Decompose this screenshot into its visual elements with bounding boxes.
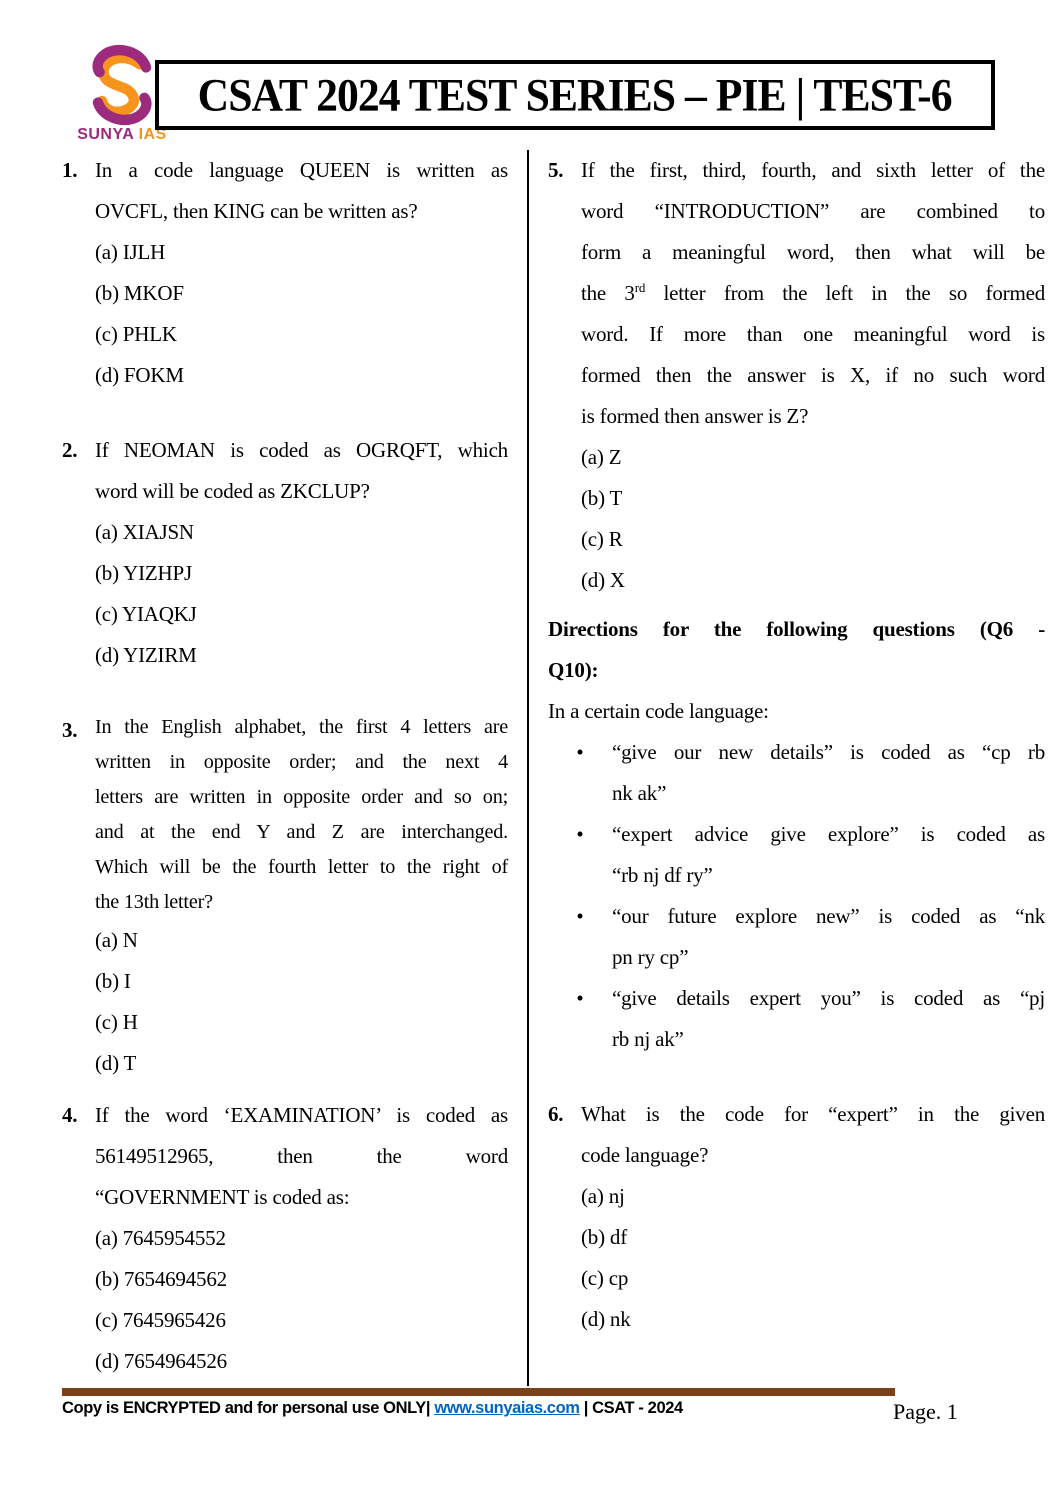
question-4	[62, 1095, 508, 1382]
option-c: (c) R	[581, 527, 623, 551]
option-b: (b) T	[581, 486, 623, 510]
logo-name-primary: SUNYA	[77, 126, 134, 143]
copyright-notice: Copy is ENCRYPTED and for personal use ONLY|	[62, 1399, 435, 1417]
question-text: What is the code for “expert” in the given code language?	[581, 1102, 1045, 1167]
directions-intro: In a certain code language:	[548, 699, 769, 723]
list-item: • “our future explore new” is coded as “nk pn ry cp”	[548, 896, 1045, 978]
option-d: (d) T	[95, 1051, 137, 1075]
option-a: (a) XIAJSN	[95, 520, 194, 544]
superscript-line: the 3rd letter from the left in the so formed	[581, 280, 1046, 305]
page-title: CSAT 2024 TEST SERIES – PIE | TEST-6	[198, 69, 952, 121]
option-b: (b) MKOF	[95, 281, 184, 305]
footer-notice	[62, 1399, 683, 1418]
option-d: (d) X	[581, 568, 625, 592]
footer-rule-bar	[62, 1388, 895, 1396]
test-title-banner	[155, 60, 995, 130]
website-link[interactable]: www.sunyaias.com	[434, 1399, 580, 1417]
question-number: 3.	[62, 718, 78, 742]
directions-heading: Directions for the following questions (Q6 - Q10):	[548, 617, 1045, 682]
list-item: • “expert advice give explore” is coded as “rb nj df ry”	[548, 814, 1045, 896]
bullet-icon: •	[576, 822, 584, 846]
option-b: (b) YIZHPJ	[95, 561, 192, 585]
option-b: (b) 7654694562	[95, 1267, 227, 1291]
option-d: (d) 7654964526	[95, 1349, 227, 1373]
question-number: 5.	[548, 158, 564, 182]
question-text: If the first, third, fourth, and sixth letter of the word “INTRODUCTION” are combined to form a meaningful word, then what will be the 3rd letter from the left in the so formed word. If more than one meaningful word is formed then the answer is X, if no such word is formed then answer is Z?	[581, 158, 1046, 428]
question-3	[62, 710, 508, 1084]
question-number: 6.	[548, 1102, 564, 1126]
question-number: 2.	[62, 438, 78, 462]
sunya-swirl-logo-icon	[82, 44, 162, 126]
question-5	[548, 150, 1045, 601]
question-6	[548, 1094, 1045, 1340]
question-text: If NEOMAN is coded as OGRQFT, which word will be coded as ZKCLUP?	[95, 438, 508, 503]
option-a: (a) Z	[581, 445, 622, 469]
logo-name-secondary: IAS	[138, 126, 167, 143]
list-item: • “give details expert you” is coded as “pj rb nj ak”	[548, 978, 1045, 1060]
option-c: (c) 7645965426	[95, 1308, 226, 1332]
page-number: Page. 1	[893, 1399, 958, 1424]
list-item: • “give our new details” is coded as “cp rb nk ak”	[548, 732, 1045, 814]
question-text: In the English alphabet, the first 4 letters are written in opposite order; and the next 4 letters are written in opposite order and so on; and at the end Y and Z are interchanged. Which will be the fourth letter to the right of the 13th letter?	[95, 716, 508, 913]
question-text: If the word ‘EXAMINATION’ is coded as 56149512965, then the word “GOVERNMENT is coded as:	[95, 1103, 508, 1209]
option-d: (d) FOKM	[95, 363, 184, 387]
footer-suffix: | CSAT - 2024	[579, 1399, 683, 1417]
option-a: (a) N	[95, 928, 138, 952]
option-c: (c) YIAQKJ	[95, 602, 197, 626]
column-divider	[527, 150, 529, 1386]
question-1	[62, 150, 508, 396]
question-text: In a code language QUEEN is written as OVCFL, then KING can be written as?	[95, 158, 508, 223]
right-column	[548, 150, 1045, 1340]
option-d: (d) YIZIRM	[95, 643, 197, 667]
bullet-icon: •	[576, 904, 584, 928]
question-number: 4.	[62, 1103, 78, 1127]
code-bullet-list	[548, 732, 1045, 1060]
bullet-icon: •	[576, 740, 584, 764]
option-c: (c) PHLK	[95, 322, 177, 346]
option-d: (d) nk	[581, 1307, 631, 1331]
question-2	[62, 430, 508, 676]
question-number: 1.	[62, 158, 78, 182]
option-a: (a) nj	[581, 1184, 625, 1208]
option-b: (b) df	[581, 1225, 628, 1249]
option-c: (c) H	[95, 1010, 138, 1034]
option-a: (a) 7645954552	[95, 1226, 226, 1250]
bullet-icon: •	[576, 986, 584, 1010]
left-column	[62, 150, 508, 1382]
option-c: (c) cp	[581, 1266, 629, 1290]
ordinal-superscript: rd	[634, 280, 646, 295]
option-b: (b) I	[95, 969, 131, 993]
option-a: (a) IJLH	[95, 240, 166, 264]
